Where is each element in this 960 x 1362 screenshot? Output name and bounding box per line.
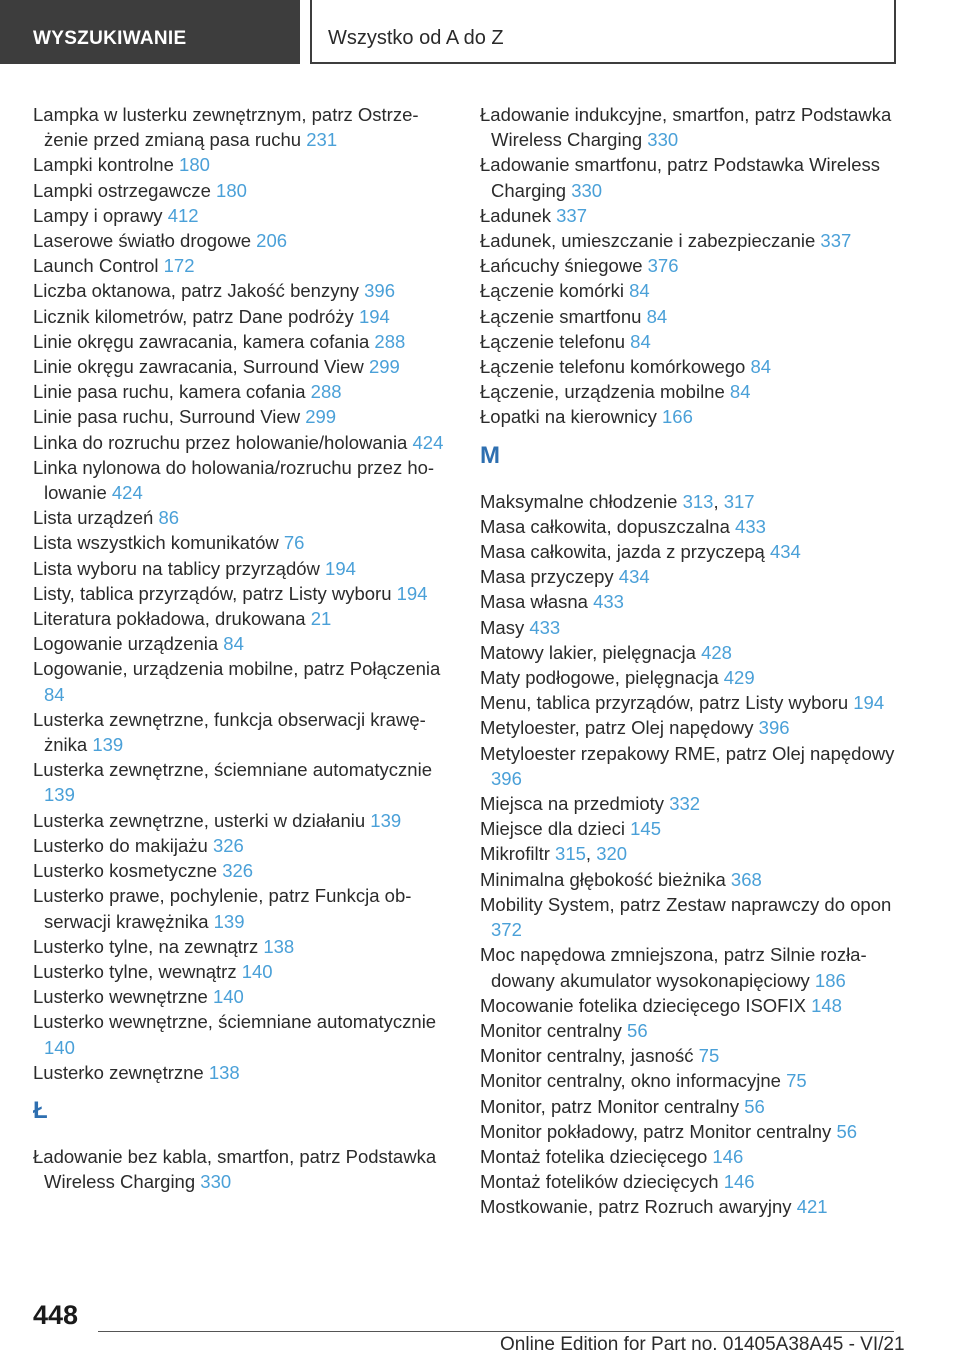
page-reference-link[interactable]: 145 xyxy=(630,818,661,840)
index-entry xyxy=(480,514,920,539)
index-entry xyxy=(33,984,453,1009)
page-reference-link[interactable]: 337 xyxy=(556,204,587,226)
page-reference-link[interactable]: 180 xyxy=(179,154,210,176)
index-entry xyxy=(33,934,453,959)
index-entry-text: Linie pasa ruchu, kamera cofania xyxy=(33,381,306,403)
page-reference-link[interactable]: 326 xyxy=(222,860,254,882)
index-entry-text: Laserowe światło drogowe xyxy=(33,230,252,252)
page-reference-link[interactable]: 56 xyxy=(744,1095,765,1117)
index-entry xyxy=(480,304,920,329)
page-reference-link[interactable]: 396 xyxy=(491,767,522,789)
index-entry-text: Lusterko wewnętrzne, ściemniane automatycznie xyxy=(33,1011,437,1033)
index-entry-text: Lusterka zewnętrzne, funkcja obserwacji krawężnika xyxy=(33,708,426,756)
index-entry-text: Lusterko do makijażu xyxy=(33,834,208,856)
index-entry xyxy=(33,178,453,203)
page-reference-link[interactable]: 194 xyxy=(853,692,885,714)
index-entry xyxy=(33,278,453,303)
index-entry-text: Lusterko prawe, pochylenie, patrz Funkcja obserwacji krawężnika xyxy=(33,885,412,932)
index-entry-text: Linka do rozruchu przez holowanie/holowania xyxy=(33,431,408,453)
index-entry xyxy=(480,816,920,841)
index-entry-text: Monitor, patrz Monitor centralny xyxy=(480,1095,740,1117)
index-entry xyxy=(480,1068,920,1093)
index-entry-text: Literatura pokładowa, drukowana xyxy=(33,608,306,630)
page-reference-link[interactable]: 180 xyxy=(216,179,247,201)
page-reference-link[interactable]: 368 xyxy=(730,868,762,890)
index-entry xyxy=(33,656,453,706)
index-entry-text: Masa własna xyxy=(480,591,588,613)
index-entry-text: Łączenie smartfonu xyxy=(480,305,642,327)
index-entry-text: Łączenie, urządzenia mobilne xyxy=(480,381,725,403)
index-entry-text: Mostkowanie, patrz Rozruch awaryjny xyxy=(480,1196,792,1218)
index-entry-text: Ładowanie bez kabla, smartfon, patrz Podstawka Wireless Charging xyxy=(33,1145,437,1193)
index-entry xyxy=(33,581,453,606)
index-entry xyxy=(480,690,920,715)
index-entry-text: Launch Control xyxy=(33,255,159,277)
index-entry xyxy=(33,379,453,404)
index-entry xyxy=(33,253,453,278)
page-reference-link[interactable]: 396 xyxy=(364,280,395,302)
index-entry xyxy=(33,707,453,757)
page-reference-link[interactable]: 194 xyxy=(325,557,356,579)
index-entry-text: Matowy lakier, pielęgnacja xyxy=(480,641,696,663)
page-reference-link[interactable]: 140 xyxy=(44,1036,75,1058)
index-entry-text: Ładowanie indukcyjne, smartfon, patrz Podstawka Wireless Charging xyxy=(480,104,892,151)
index-entry-text: Maty podłogowe, pielęgnacja xyxy=(480,667,719,689)
page-number: 448 xyxy=(33,1300,79,1330)
index-entry xyxy=(480,892,920,942)
index-entry-text: Monitor centralny, okno informacyjne xyxy=(480,1070,781,1092)
index-entry-text: Montaż fotelika dziecięcego xyxy=(480,1145,708,1167)
index-entry xyxy=(33,631,453,656)
index-entry xyxy=(480,1194,920,1219)
index-entry xyxy=(33,606,453,631)
page-reference-link[interactable]: 139 xyxy=(370,809,402,831)
edition-footer: Online Edition for Part no. 01405A38A45 - VI/21 xyxy=(500,1334,905,1355)
page-reference-link[interactable]: 433 xyxy=(735,515,766,537)
index-entry-text: Lusterka zewnętrzne, usterki w działaniu xyxy=(33,809,366,831)
index-entry-text: Listy, tablica przyrządów, patrz Listy wyboru xyxy=(33,582,392,604)
index-entry xyxy=(480,354,920,379)
section-letter: Ł xyxy=(33,1096,48,1124)
page-reference-link[interactable]: 396 xyxy=(758,717,790,739)
index-entry-text: Ładunek xyxy=(480,204,551,226)
page-reference-link[interactable]: 434 xyxy=(618,566,650,588)
index-entry-text: Masy xyxy=(480,616,525,638)
index-entry-text: Monitor centralny, jasność xyxy=(480,1045,694,1067)
index-entry xyxy=(33,1144,453,1194)
index-entry: Mikrofiltr 315, 320 xyxy=(480,843,628,865)
page-reference-link[interactable]: 315 xyxy=(555,843,586,865)
index-entry-text: Łopatki na kierownicy xyxy=(480,406,657,428)
index-entry-text: Lampki ostrzegawcze xyxy=(33,179,211,201)
page-reference-link[interactable]: 139 xyxy=(44,784,75,806)
page-reference-link[interactable]: 433 xyxy=(529,616,561,638)
page-reference-link[interactable]: 56 xyxy=(836,1120,858,1142)
index-entry-text: Miejsce dla dzieci xyxy=(480,818,625,840)
index-entry-text: Minimalna głębokość bieżnika xyxy=(480,868,726,890)
index-entry xyxy=(33,430,453,455)
index-entry-text: Lista wyboru na tablicy przyrządów xyxy=(33,557,320,579)
index-entry-text: Linie okręgu zawracania, kamera cofania xyxy=(33,330,370,352)
index-entry xyxy=(33,152,453,177)
index-entry xyxy=(33,833,453,858)
page-reference-link[interactable]: 424 xyxy=(111,482,143,504)
index-entry-text: Łańcuchy śniegowe xyxy=(480,255,643,277)
index-entry xyxy=(480,1018,920,1043)
page-reference-link[interactable]: 140 xyxy=(212,986,244,1008)
index-entry-text: Lusterko zewnętrzne xyxy=(33,1061,204,1083)
page-reference-link[interactable]: 326 xyxy=(212,834,244,856)
chapter-title-tab: Wszystko od A do Z xyxy=(310,0,896,64)
page-reference-link[interactable]: 434 xyxy=(769,541,801,563)
index-entry-text: Logowanie urządzenia xyxy=(33,633,219,655)
page-reference-link[interactable]: 84 xyxy=(646,305,668,327)
index-entry xyxy=(480,329,920,354)
index-entry-text: Montaż fotelików dziecięcych xyxy=(480,1171,719,1193)
page-reference-link[interactable]: 429 xyxy=(723,667,755,689)
index-entry-text: Ładunek, umieszczanie i zabezpieczanie xyxy=(480,230,816,252)
index-entry xyxy=(480,253,920,278)
page-reference-link[interactable]: 376 xyxy=(647,255,679,277)
page-reference-link[interactable]: 194 xyxy=(358,305,390,327)
page-reference-link[interactable]: 75 xyxy=(786,1070,807,1092)
page-reference-link[interactable]: 84 xyxy=(629,280,650,302)
page-reference-link[interactable]: 138 xyxy=(208,1061,240,1083)
page-reference-link[interactable]: 288 xyxy=(310,381,342,403)
page-reference-link[interactable]: 172 xyxy=(163,255,195,277)
page-reference-link[interactable]: 84 xyxy=(630,330,651,352)
page-reference-link[interactable]: 424 xyxy=(412,431,444,453)
page-reference-link[interactable]: 75 xyxy=(698,1045,720,1067)
page-reference-link[interactable]: 84 xyxy=(750,356,772,378)
index-entry-text: Lista wszystkich komunikatów xyxy=(33,532,279,554)
index-entry xyxy=(33,757,453,807)
page-reference-link[interactable]: 76 xyxy=(283,532,305,554)
index-entry: Maksymalne chłodzenie 313, 317 xyxy=(480,490,755,512)
index-entry-text: Monitor centralny xyxy=(480,1019,622,1041)
index-entry xyxy=(33,858,453,883)
index-entry xyxy=(480,615,920,640)
page-reference-link[interactable]: 146 xyxy=(723,1171,755,1193)
index-entry-text: Ładowanie smartfonu, patrz Podstawka Wireless Charging xyxy=(480,154,880,201)
index-entry xyxy=(33,505,453,530)
index-entry xyxy=(480,942,920,992)
page-reference-link[interactable]: 299 xyxy=(305,406,337,428)
index-entry xyxy=(480,1119,920,1144)
page-reference-link[interactable]: 194 xyxy=(396,582,428,604)
index-entry-text: Linie pasa ruchu, Surround View xyxy=(33,406,301,428)
footer-divider xyxy=(98,1331,894,1332)
index-entry-text: Linka nylonowa do holowania/rozruchu przez holowanie xyxy=(33,456,435,504)
index-entry xyxy=(480,867,920,892)
index-entry xyxy=(480,564,920,589)
index-entry-text: Monitor pokładowy, patrz Monitor centralny xyxy=(480,1120,832,1142)
page-reference-link[interactable]: 146 xyxy=(712,1145,744,1167)
page-reference-link[interactable]: 84 xyxy=(223,633,244,655)
index-entry xyxy=(33,959,453,984)
index-entry xyxy=(33,1060,453,1085)
index-entry xyxy=(480,404,920,429)
index-entry-text: Mocowanie fotelika dziecięcego ISOFIX xyxy=(480,994,806,1016)
index-entry xyxy=(480,1094,920,1119)
index-entry xyxy=(480,715,920,740)
page-reference-link[interactable]: 84 xyxy=(729,381,751,403)
index-entry xyxy=(33,455,453,505)
index-entry xyxy=(480,1169,920,1194)
page-reference-link[interactable]: 206 xyxy=(256,230,288,252)
index-entry xyxy=(33,883,453,933)
index-entry-text: Lampki kontrolne xyxy=(33,154,174,176)
index-entry-text: Masa całkowita, jazda z przyczepą xyxy=(480,541,765,563)
index-entry xyxy=(480,1043,920,1068)
index-entry-text: Łączenie komórki xyxy=(480,280,624,302)
page-reference-link[interactable]: 317 xyxy=(723,490,755,512)
index-entry xyxy=(33,228,453,253)
index-entry-text: Licznik kilometrów, patrz Dane podróży xyxy=(33,305,354,327)
index-column-right xyxy=(480,102,920,1220)
page-reference-link[interactable]: 330 xyxy=(571,179,603,201)
index-entry-text: Lusterko kosmetyczne xyxy=(33,860,218,882)
page-reference-link[interactable]: 21 xyxy=(310,608,332,630)
index-entry xyxy=(480,278,920,303)
page-reference-link[interactable]: 421 xyxy=(796,1196,828,1218)
index-entry-text: Lusterko tylne, wewnątrz xyxy=(33,960,237,982)
index-entry-text: Miejsca na przedmioty xyxy=(480,793,665,815)
page-reference-link[interactable]: 337 xyxy=(820,230,852,252)
index-entry-text: Łączenie telefonu xyxy=(480,330,626,352)
index-entry xyxy=(480,741,920,791)
index-column-left xyxy=(33,102,453,1194)
index-entry xyxy=(480,379,920,404)
index-entry-text: Liczba oktanowa, patrz Jakość benzyny xyxy=(33,280,359,302)
index-entry-text: Menu, tablica przyrządów, patrz Listy wyboru xyxy=(480,692,849,714)
index-entry xyxy=(33,404,453,429)
index-entry-text: Lusterko tylne, na zewnątrz xyxy=(33,935,259,957)
index-entry xyxy=(480,228,920,253)
index-entry-text: Metyloester, patrz Olej napędowy xyxy=(480,717,754,739)
index-entry-text: Lampka w lusterku zewnętrznym, patrz Ostrzeżenie przed zmianą pasa ruchu xyxy=(33,104,419,151)
index-entry xyxy=(480,203,920,228)
page-reference-link[interactable]: 330 xyxy=(200,1171,232,1193)
index-entry-text: Masa całkowita, dopuszczalna xyxy=(480,515,730,537)
index-entry xyxy=(480,152,920,202)
index-entry xyxy=(480,1144,920,1169)
index-entry-text: Łączenie telefonu komórkowego xyxy=(480,356,746,378)
index-entry-text: Mikrofiltr xyxy=(480,843,550,865)
index-entry-text: Lusterko wewnętrzne xyxy=(33,986,208,1008)
page-reference-link[interactable]: 56 xyxy=(627,1019,648,1041)
index-entry-text: Logowanie, urządzenia mobilne, patrz Połączenia xyxy=(33,658,441,680)
index-entry xyxy=(33,1009,453,1059)
page-reference-link[interactable]: 320 xyxy=(596,843,628,865)
page-reference-link[interactable]: 86 xyxy=(158,507,180,529)
page-reference-link[interactable]: 140 xyxy=(241,960,273,982)
page-reference-link[interactable]: 139 xyxy=(213,910,245,932)
index-entry-text: Masa przyczepy xyxy=(480,566,614,588)
index-entry xyxy=(480,589,920,614)
index-entry-text: Lusterka zewnętrzne, ściemniane automatycznie xyxy=(33,759,432,781)
index-entry-text: Lista urządzeń xyxy=(33,507,154,529)
index-entry xyxy=(33,556,453,581)
page-reference-link[interactable]: 186 xyxy=(814,969,846,991)
index-entry-text: Moc napędowa zmniejszona, patrz Silnie rozładowany akumulator wysokonapięciowy xyxy=(480,944,867,991)
page-reference-link[interactable]: 148 xyxy=(811,994,842,1016)
index-entry xyxy=(33,530,453,555)
page-reference-link[interactable]: 138 xyxy=(263,935,295,957)
index-entry xyxy=(480,665,920,690)
page-header xyxy=(0,0,960,64)
index-entry xyxy=(33,102,453,152)
page-reference-link[interactable]: 299 xyxy=(368,356,400,378)
page-reference-link[interactable]: 84 xyxy=(44,683,65,705)
index-entry xyxy=(33,329,453,354)
index-entry-text: Metyloester rzepakowy RME, patrz Olej napędowy xyxy=(480,742,895,764)
index-entry-text: Maksymalne chłodzenie xyxy=(480,490,678,512)
index-entry xyxy=(33,354,453,379)
page-reference-link[interactable]: 139 xyxy=(92,734,124,756)
page-reference-link[interactable]: 412 xyxy=(167,204,199,226)
page-reference-link[interactable]: 288 xyxy=(374,330,406,352)
page-reference-link[interactable]: 332 xyxy=(669,793,701,815)
index-entry-text: Mobility System, patrz Zestaw naprawczy do opon xyxy=(480,893,892,915)
page-reference-link[interactable]: 428 xyxy=(701,641,732,663)
page-reference-link[interactable]: 231 xyxy=(306,129,338,151)
page-reference-link[interactable]: 372 xyxy=(491,919,522,941)
page-reference-link[interactable]: 313 xyxy=(682,490,714,512)
index-entry xyxy=(480,640,920,665)
page-reference-link[interactable]: 433 xyxy=(593,591,624,613)
section-tab: WYSZUKIWANIE xyxy=(0,0,300,64)
index-entry xyxy=(33,203,453,228)
index-entry xyxy=(33,304,453,329)
index-entry xyxy=(480,791,920,816)
page-reference-link[interactable]: 330 xyxy=(647,129,679,151)
page-reference-link[interactable]: 166 xyxy=(662,406,693,428)
index-entry-text: Lampy i oprawy xyxy=(33,204,163,226)
index-entry xyxy=(480,993,920,1018)
section-letter: M xyxy=(480,441,500,469)
index-entry xyxy=(480,102,920,152)
index-entry-text: Linie okręgu zawracania, Surround View xyxy=(33,356,364,378)
index-entry xyxy=(33,808,453,833)
index-entry xyxy=(480,539,920,564)
